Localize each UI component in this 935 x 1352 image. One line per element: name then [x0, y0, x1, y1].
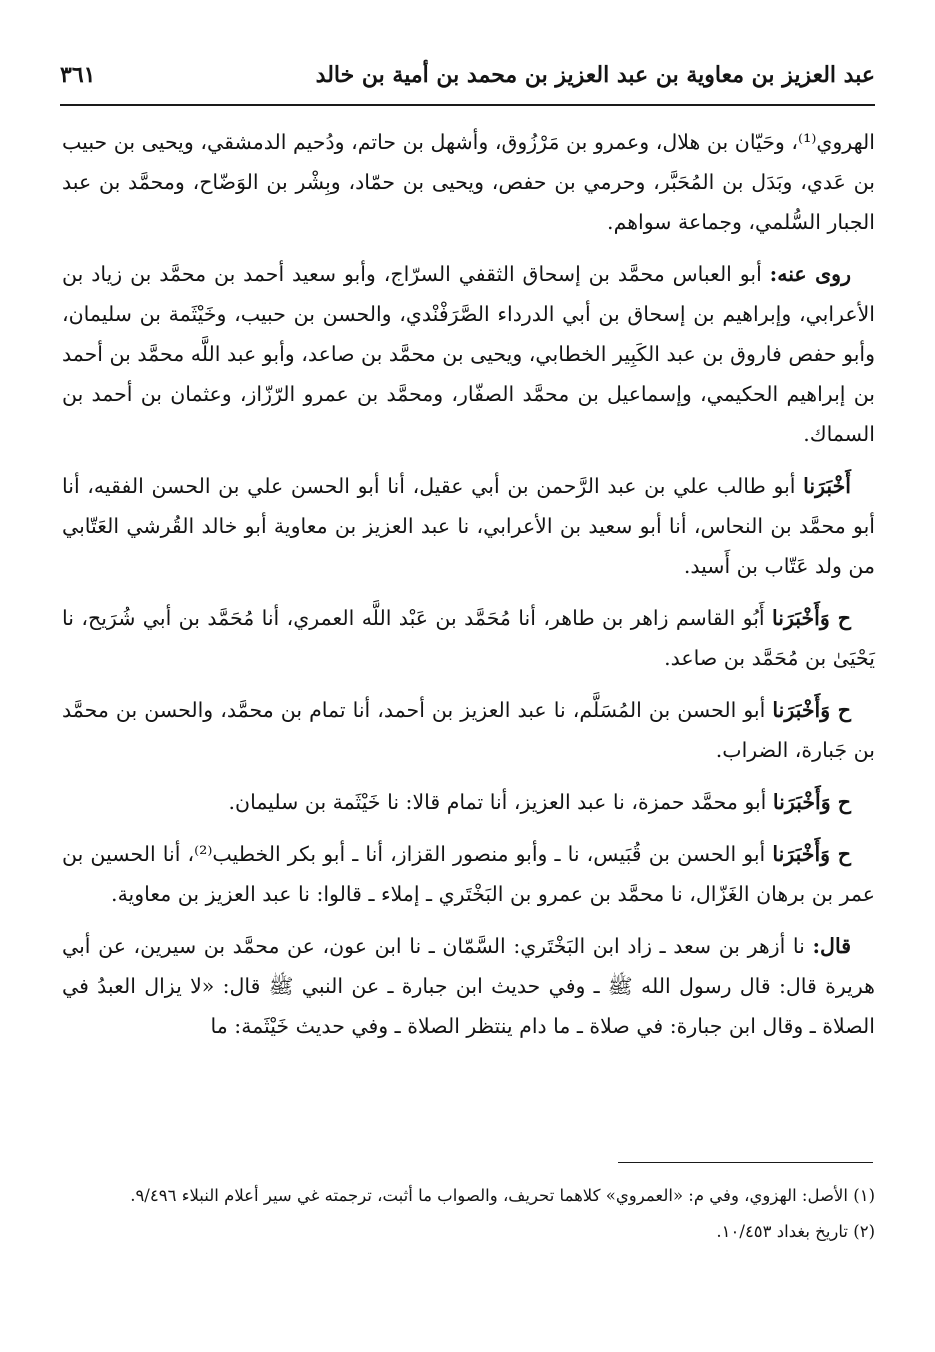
keyword: ح وَأَخْبَرَنا [772, 606, 851, 630]
paragraph-isnad: ح وَأَخْبَرَنا أبو الحسن بن قُبَيس، نا ـ وأبو منصور القزاز، أنا ـ أبو بكر الخطيب⁽²⁾، أنا الحسين بن عمر بن برهان الغَزّال، نا محمَّد بن عمرو بن البَخْتَري ـ إملاء ـ قالوا: نا عبد العزيز بن معاوية. [62, 842, 875, 906]
keyword: ح وَأَخْبَرَنا [772, 842, 852, 866]
header-divider [60, 104, 875, 106]
footnote-1: (١) الأصل: الهزوي، وفي م: «العمروي» كلاهما تحريف، والصواب ما أثبت، ترجمته غي سير أعلام النبلاء ٩/٤٩٦. [130, 1186, 875, 1205]
running-header [60, 58, 875, 102]
paragraph-teachers-list: الهروي⁽¹⁾، وحَيّان بن هلال، وعمرو بن مَرْزُوق، وأشهل بن حاتم، ودُحيم الدمشقي، ويحيى بن حبيب بن عَدي، وبَدَل بن المُحَبَّر، وحرمي بن حفص، ويحيى بن حمّاد، وبِشْر بن الوَضّاح، ومحمَّد بن عبد الجبار السُّلمي، وجماعة سواهم. [62, 130, 875, 234]
keyword: ح وَأَخْبَرَنا [772, 698, 851, 722]
paragraph-isnad: ح وَأَخْبَرَنا أبو الحسن بن المُسَلَّم، نا عبد العزيز بن أحمد، أنا تمام بن محمَّد، والحسن بن محمَّد بن جَبارة، الضراب. [62, 698, 875, 762]
keyword: قال: [812, 934, 851, 958]
footnote-2: (٢) تاريخ بغداد ١٠/٤٥٣. [716, 1222, 875, 1241]
keyword: ح وَأَخْبَرَنا [772, 790, 851, 814]
keyword: روى عنه: [769, 262, 851, 286]
footnotes [62, 1180, 875, 1252]
page-number: ٣٦١ [60, 62, 96, 88]
paragraph-isnad: ح وَأَخْبَرَنا أبو محمَّد حمزة، نا عبد العزيز، أنا تمام قالا: نا خَيْثَمة بن سليمان. [228, 790, 851, 814]
header-title: عبد العزيز بن معاوية بن عبد العزيز بن محمد بن أمية بن خالد [315, 62, 875, 88]
keyword: أَخْبَرَنا [803, 474, 851, 498]
footnote-divider [618, 1162, 873, 1163]
paragraph-isnad: أَخْبَرَنا أبو طالب علي بن عبد الرَّحمن بن أبي عقيل، أنا أبو الحسن علي بن الحسن الفقيه، أنا أبو محمَّد بن النحاس، أنا أبو سعيد بن الأعرابي، نا عبد العزيز بن معاوية أبو خالد القُرشي العَتّابي من ولد عَتّاب بن أَسيد. [62, 474, 875, 578]
paragraph-isnad: ح وَأَخْبَرَنا أَبُو القاسم زاهر بن طاهر، أنا مُحَمَّد بن عَبْد اللَّه العمري، أنا مُحَمَّد بن أبي شُرَيح، نا يَحْيَىٰ بن مُحَمَّد بن صاعد. [62, 606, 875, 670]
main-text [62, 122, 875, 1058]
paragraph-hadith: قال: نا أزهر بن سعد ـ زاد ابن البَخْتَري: السَّمّان ـ نا ابن عون، عن محمَّد بن سيرين، عن أبي هريرة قال: قال رسول الله ﷺ ـ وفي حديث ابن جبارة ـ عن النبي ﷺ قال: «لا يزال العبدُ في الصلاة ـ وقال ابن جبارة: في صلاة ـ ما دام ينتظر الصلاة ـ وفي حديث خَيْثَمة: ما [62, 934, 875, 1038]
paragraph-narrators: روى عنه: أبو العباس محمَّد بن إسحاق الثقفي السرّاج، وأبو سعيد أحمد بن محمَّد بن زياد بن الأعرابي، وإبراهيم بن إسحاق بن أبي الدرداء الصَّرَفْنْدي، والحسن بن حبيب، وخَيْثَمة بن سليمان، وأبو حفص فاروق بن عبد الكَبِير الخطابي، ويحيى بن محمَّد بن صاعد، وأبو عبد اللَّه محمَّد بن أحمد بن إبراهيم الحكيمي، وإسماعيل بن محمَّد الصفّار، ومحمَّد بن عمرو الرّزّاز، وعثمان بن أحمد بن السماك. [62, 262, 875, 446]
